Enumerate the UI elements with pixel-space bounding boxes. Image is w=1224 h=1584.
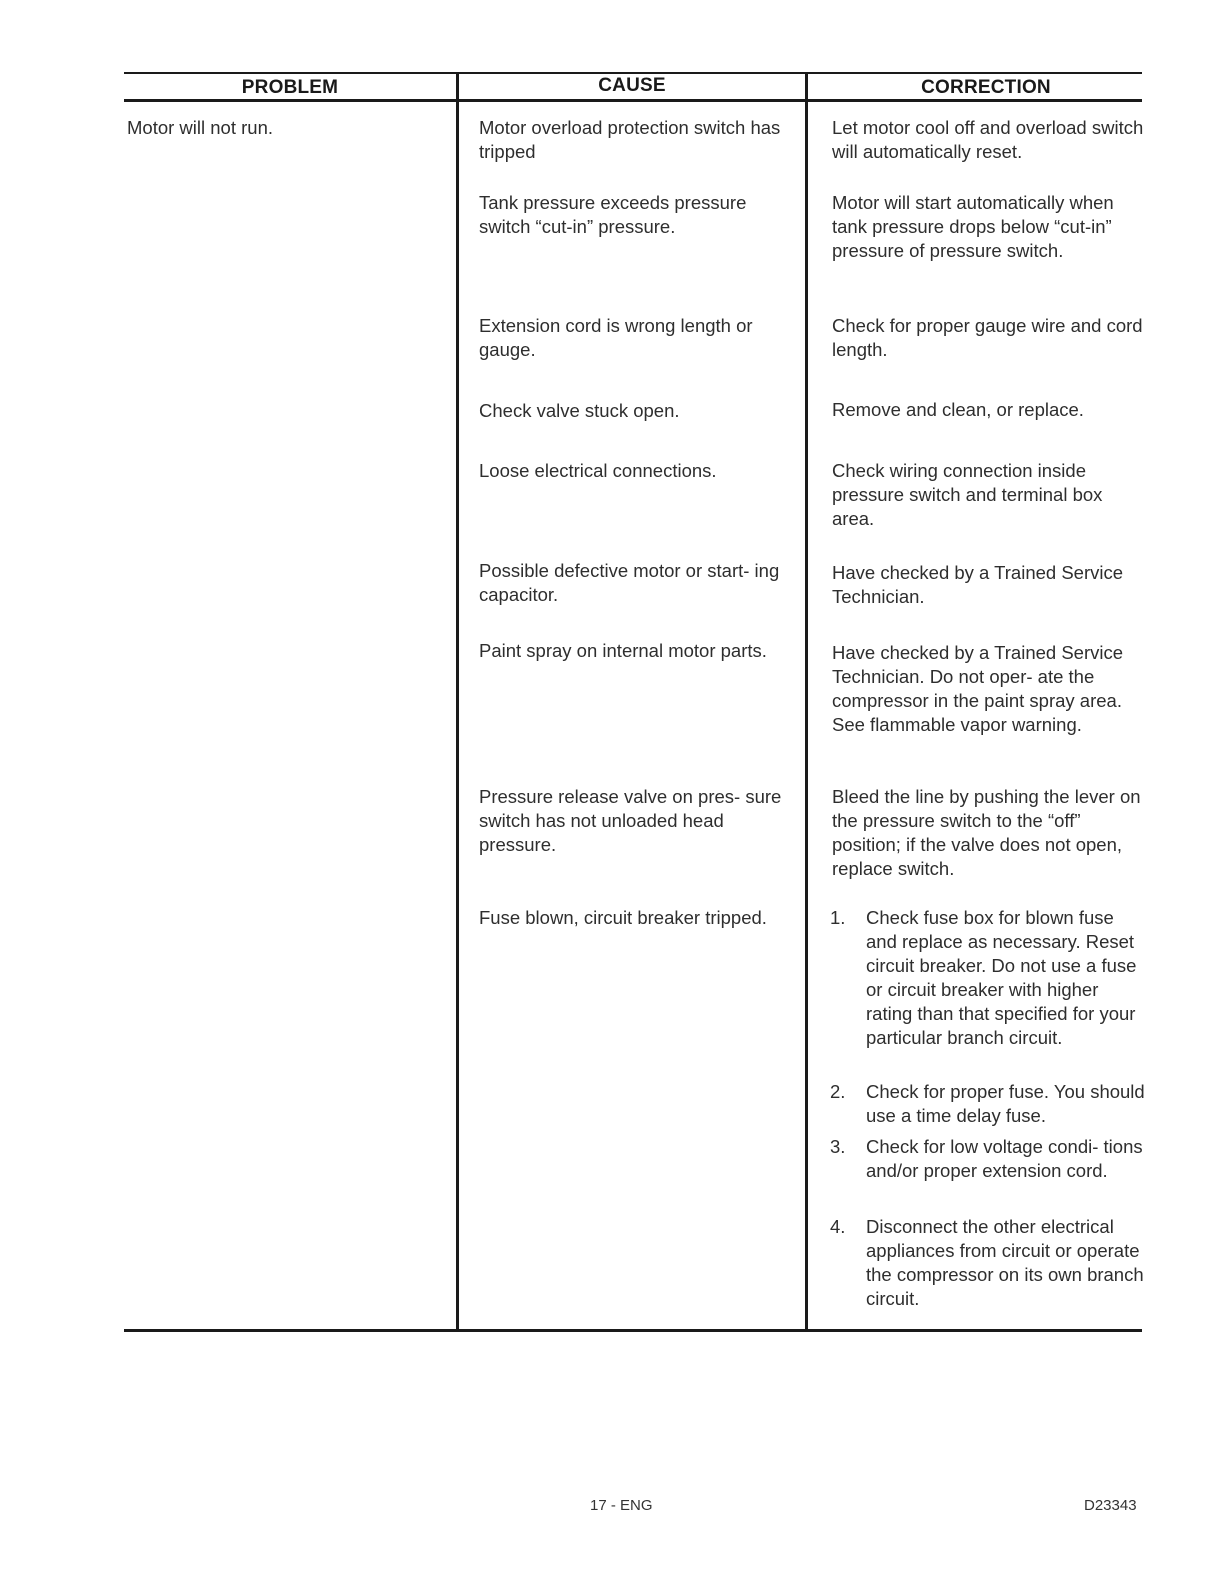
header-problem: PROBLEM	[241, 77, 339, 98]
header-bottom-rule	[124, 99, 1142, 102]
step-text: Disconnect the other electrical appliances from circuit or operate the compressor on its own branch circuit.	[866, 1216, 1144, 1309]
cause-text: Loose electrical connections.	[479, 460, 717, 481]
page-number: 17 - ENG	[590, 1497, 653, 1514]
cause-text: Extension cord is wrong length or gauge.	[479, 315, 753, 360]
header-correction: CORRECTION	[921, 77, 1051, 98]
correction-text: Bleed the line by pushing the lever on the pressure switch to the “off” position; if the valve does not open, replace switch.	[832, 786, 1141, 879]
correction-text: Check wiring connection inside pressure switch and terminal box area.	[832, 460, 1103, 529]
correction-text: Remove and clean, or replace.	[832, 399, 1084, 420]
problem-text: Motor will not run.	[127, 117, 273, 138]
cause-text: Check valve stuck open.	[479, 400, 680, 421]
correction-text: Have checked by a Trained Service Technician.	[832, 562, 1124, 607]
column-divider-1	[456, 72, 459, 1330]
document-code: D23343	[1084, 1497, 1137, 1514]
cause-text: Motor overload protection switch has tripped	[479, 117, 781, 162]
step-number: 4.	[830, 1216, 846, 1237]
step-text: Check fuse box for blown fuse and replace as necessary. Reset circuit breaker. Do not use a fuse or circuit breaker with higher rating than that specified for your particular branch circuit.	[866, 907, 1137, 1048]
step-text: Check for proper fuse. You should use a time delay fuse.	[866, 1081, 1145, 1126]
cause-text: Paint spray on internal motor parts.	[479, 640, 767, 661]
table-bottom-rule	[124, 1329, 1142, 1332]
header-cause: CAUSE	[598, 75, 666, 96]
correction-text: Let motor cool off and overload switch will automatically reset.	[832, 117, 1144, 162]
step-number: 1.	[830, 907, 846, 928]
table-top-rule	[124, 72, 1142, 74]
correction-text: Motor will start automatically when tank pressure drops below “cut-in” pressure of pressure switch.	[832, 192, 1114, 261]
step-text: Check for low voltage condi- tions and/or proper extension cord.	[866, 1136, 1143, 1181]
cause-text: Fuse blown, circuit breaker tripped.	[479, 907, 767, 928]
cause-text: Possible defective motor or start- ing capacitor.	[479, 560, 780, 605]
step-number: 2.	[830, 1081, 846, 1102]
cause-text: Pressure release valve on pres- sure switch has not unloaded head pressure.	[479, 786, 782, 855]
correction-text: Have checked by a Trained Service Technician. Do not oper- ate the compressor in the paint spray area. See flammable vapor warning.	[832, 642, 1124, 735]
cause-text: Tank pressure exceeds pressure switch “cut-in” pressure.	[479, 192, 747, 237]
column-divider-2	[805, 72, 808, 1330]
correction-text: Check for proper gauge wire and cord length.	[832, 315, 1143, 360]
step-number: 3.	[830, 1136, 846, 1157]
